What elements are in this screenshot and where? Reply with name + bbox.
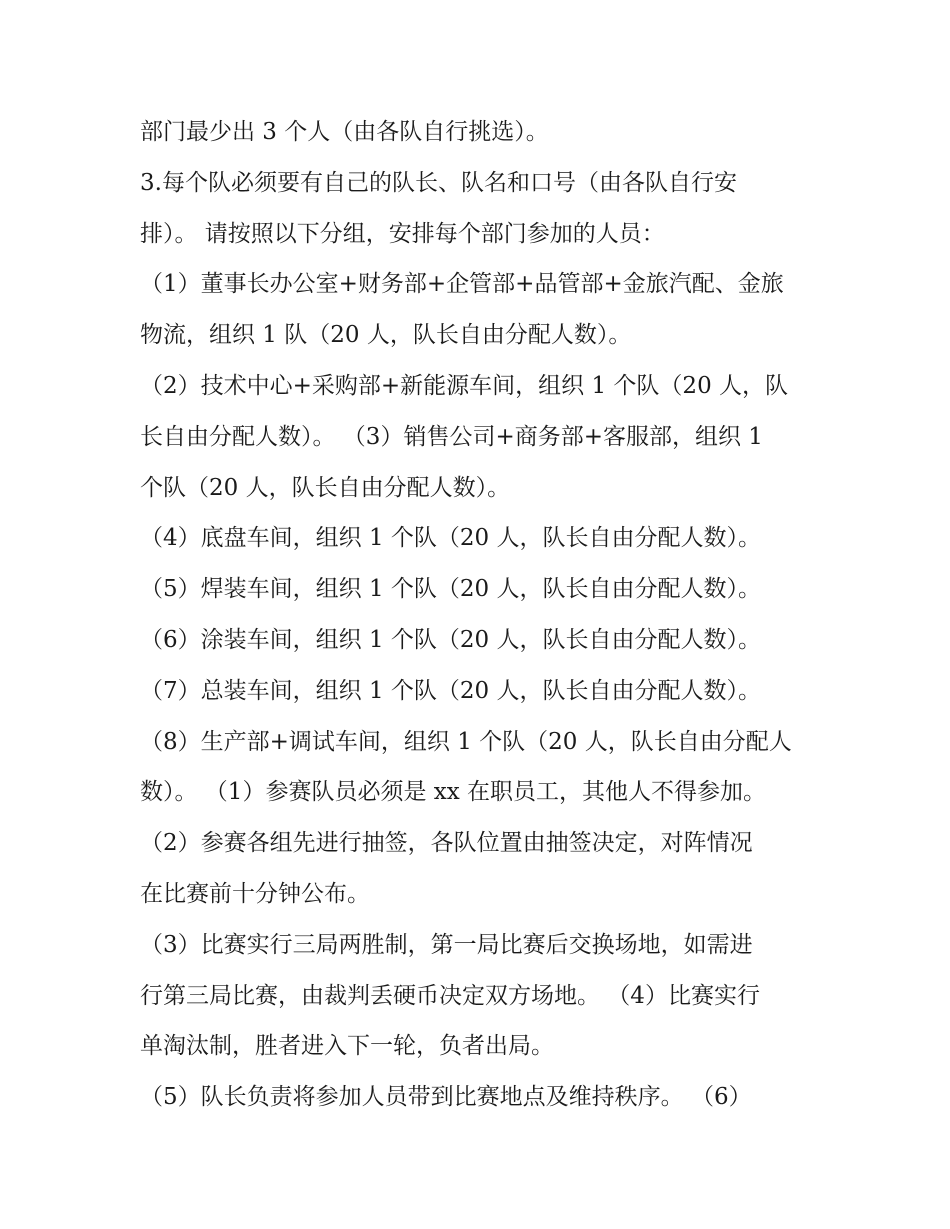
text-line: （7）总装车间，组织 1 个队（20 人，队长自由分配人数）。: [140, 677, 761, 704]
text-line: 物流，组织 1 队（20 人，队长自由分配人数）。: [140, 322, 632, 349]
text-line: 3.每个队必须要有自己的队长、队名和口号（由各队自行安: [140, 169, 737, 196]
text-line: 行第三局比赛，由裁判丢硬币决定双方场地。 （4）比赛实行: [140, 982, 760, 1009]
document-body: [140, 107, 830, 1123]
text-line: （1）董事长办公室+财务部+企管部+品管部+金旅汽配、金旅: [140, 271, 784, 298]
text-line: 单淘汰制，胜者进入下一轮，负者出局。: [140, 1033, 554, 1060]
text-line: 个队（20 人，队长自由分配人数）。: [140, 474, 511, 501]
text-line: （6）涂装车间，组织 1 个队（20 人，队长自由分配人数）。: [140, 626, 761, 653]
text-line: 排）。 请按照以下分组，安排每个部门参加的人员：: [140, 220, 665, 247]
text-line: 在比赛前十分钟公布。: [140, 880, 370, 907]
text-line: 数）。 （1）参赛队员必须是 xx 在职员工，其他人不得参加。: [140, 779, 767, 806]
text-line: 部门最少出 3 个人（由各队自行挑选）。: [140, 119, 549, 145]
text-line: （3）比赛实行三局两胜制，第一局比赛后交换场地，如需进: [140, 931, 753, 958]
text-line: （5）焊装车间，组织 1 个队（20 人，队长自由分配人数）。: [140, 576, 761, 603]
text-line: （4）底盘车间，组织 1 个队（20 人，队长自由分配人数）。: [140, 525, 761, 552]
text-line: （5）队长负责将参加人员带到比赛地点及维持秩序。 （6）: [140, 1084, 752, 1111]
text-line: 长自由分配人数）。 （3）销售公司+商务部+客服部，组织 1: [140, 423, 763, 450]
text-line: （2）参赛各组先进行抽签，各队位置由抽签决定，对阵情况: [140, 830, 753, 857]
text-line: （8）生产部+调试车间，组织 1 个队（20 人，队长自由分配人: [140, 728, 792, 755]
text-line: （2）技术中心+采购部+新能源车间，组织 1 个队（20 人，队: [140, 372, 789, 399]
